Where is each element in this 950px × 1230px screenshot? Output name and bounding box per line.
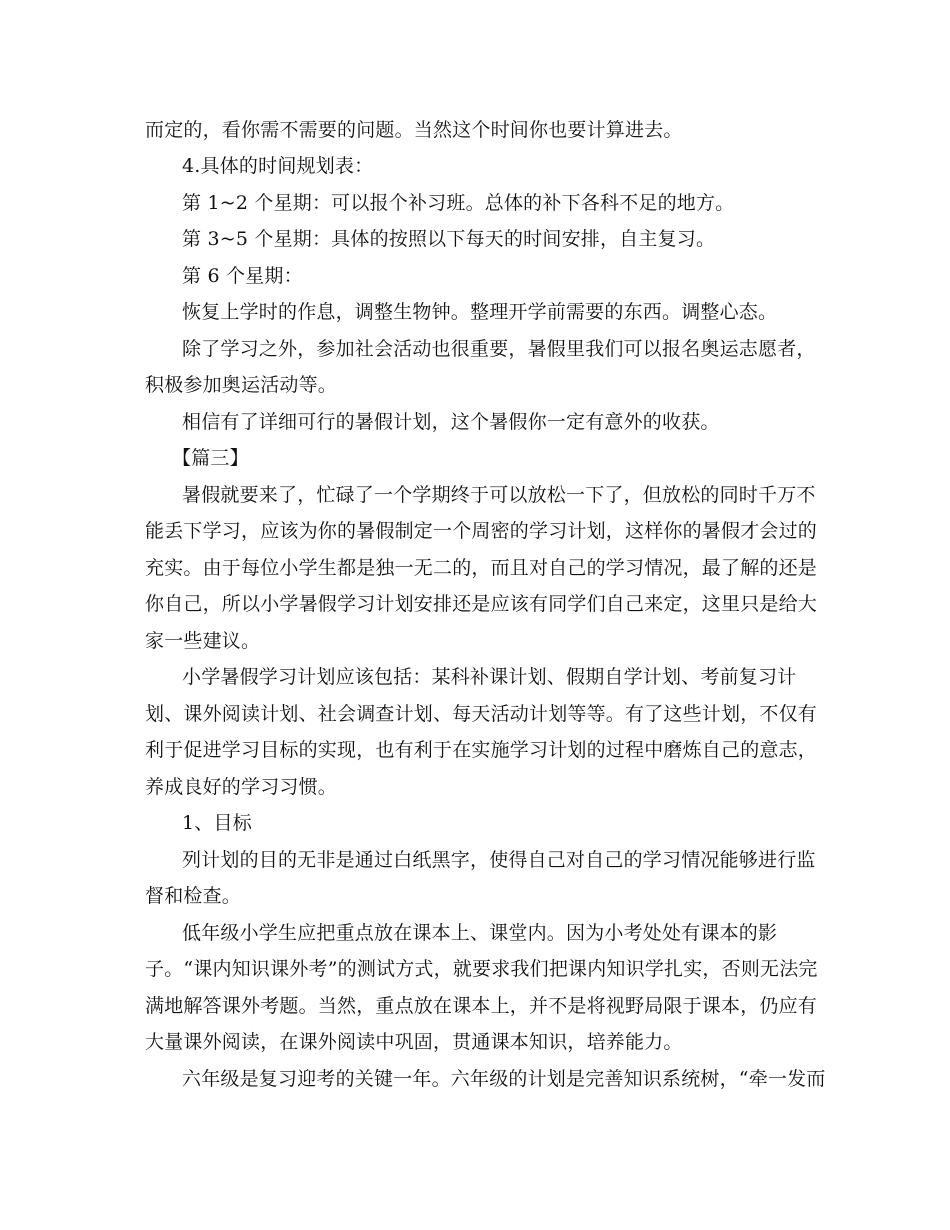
text-line: 六年级是复习迎考的关键一年。六年级的计划是完善知识系统树，“牵一发而 xyxy=(182,1068,826,1090)
text-line: 第 6 个星期： xyxy=(182,265,303,287)
text-line: 列计划的目的无非是通过白纸黑字，使得自己对自己的学习情况能够进行监 xyxy=(182,849,816,871)
text-line: 相信有了详细可行的暑假计划，这个暑假你一定有意外的收获。 xyxy=(182,411,720,433)
text-line: 满地解答课外考题。当然，重点放在课本上，并不是将视野局限于课本，仍应有 xyxy=(145,995,818,1017)
text-line: 积极参加奥运活动等。 xyxy=(145,374,338,396)
text-line: 督和检查。 xyxy=(145,885,242,907)
text-line: 充实。由于每位小学生都是独一无二的，而且对自己的学习情况，最了解的还是 xyxy=(145,557,818,579)
text-line: 1、目标 xyxy=(182,812,252,834)
text-line: 暑假就要来了，忙碌了一个学期终于可以放松一下了，但放松的同时千万不 xyxy=(182,484,816,506)
text-line: 家一些建议。 xyxy=(145,630,261,652)
text-line: 而定的，看你需不需要的问题。当然这个时间你也要计算进去。 xyxy=(145,119,683,141)
text-line: 小学暑假学习计划应该包括：某科补课计划、假期自学计划、考前复习计 xyxy=(182,666,797,688)
text-line: 4.具体的时间规划表： xyxy=(182,155,374,177)
text-line: 恢复上学时的作息，调整生物钟。整理开学前需要的东西。调整心态。 xyxy=(182,301,778,323)
text-line: 第 3~5 个星期：具体的按照以下每天的时间安排，自主复习。 xyxy=(182,228,716,250)
text-line: 低年级小学生应把重点放在课本上、课堂内。因为小考处处有课本的影 xyxy=(182,922,778,944)
text-line: 子。“课内知识课外考”的测试方式，就要求我们把课内知识学扎实，否则无法完 xyxy=(145,958,818,980)
text-line: 除了学习之外，参加社会活动也很重要，暑假里我们可以报名奥运志愿者， xyxy=(182,338,816,360)
text-line: 利于促进学习目标的实现，也有利于在实施学习计划的过程中磨炼自己的意志， xyxy=(145,739,818,761)
text-line: 你自己，所以小学暑假学习计划安排还是应该有同学们自己来定，这里只是给大 xyxy=(145,593,818,615)
section-heading: 【篇三】 xyxy=(172,447,249,469)
text-line: 能丢下学习，应该为你的暑假制定一个周密的学习计划，这样你的暑假才会过的 xyxy=(145,520,818,542)
text-line: 养成良好的学习习惯。 xyxy=(145,776,338,798)
text-line: 划、课外阅读计划、社会调查计划、每天活动计划等等。有了这些计划，不仅有 xyxy=(145,703,818,725)
text-line: 大量课外阅读，在课外阅读中巩固，贯通课本知识，培养能力。 xyxy=(145,1031,683,1053)
text-line: 第 1~2 个星期：可以报个补习班。总体的补下各科不足的地方。 xyxy=(182,192,735,214)
